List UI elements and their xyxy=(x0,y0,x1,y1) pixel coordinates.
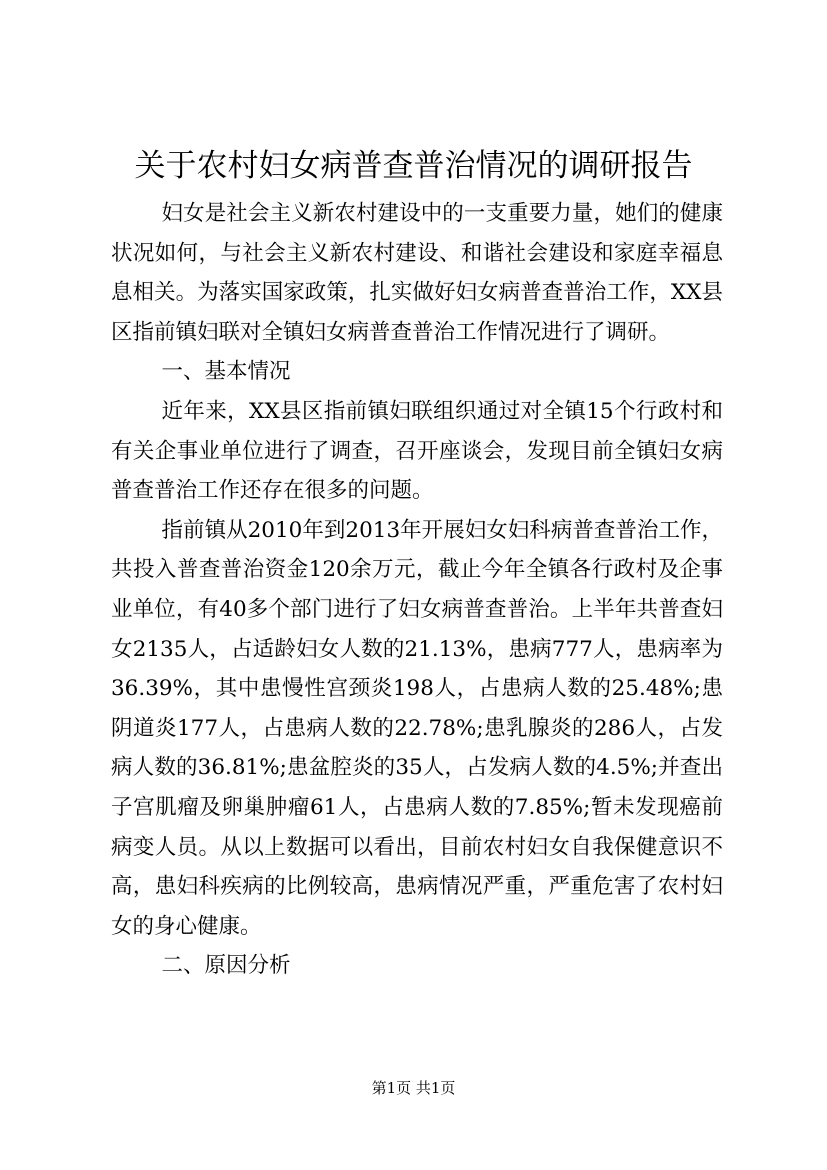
document-body xyxy=(111,194,723,986)
intro-paragraph: 妇女是社会主义新农村建设中的一支重要力量，她们的健康状况如何，与社会主义新农村建设、和谐社会建设和家庭幸福息息相关。为落实国家政策，扎实做好妇女病普查普治工作，XX县区指前镇妇联对全镇妇女病普查普治工作情况进行了调研。 xyxy=(111,201,723,345)
document-title: 关于农村妇女病普查普治情况的调研报告 xyxy=(134,148,693,184)
statistics-paragraph: 指前镇从2010年到2013年开展妇女妇科病普查普治工作，共投入普查普治资金120余万元，截止今年全镇各行政村及企事业单位，有40多个部门进行了妇女病普查普治。上半年共普查妇女2135人，占适龄妇女人数的21.13%，患病777人，患病率为36.39%，其中患慢性宫颈炎198人，占患病人数的25.48%;患阴道炎177人，占患病人数的22.78%;患乳腺炎的286人，占发病人数的36.81%;患盆腔炎的35人，占发病人数的4.5%;并查出子宫肌瘤及卵巢肿瘤61人，占患病人数的7.85%;暂未发现癌前病变人员。从以上数据可以看出，目前农村妇女自我保健意识不高，患妇科疾病的比例较高，患病情况严重，严重危害了农村妇女的身心健康。 xyxy=(111,517,723,939)
section-heading-basic-situation: 一、基本情况 xyxy=(161,359,291,385)
section-heading-cause-analysis: 二、原因分析 xyxy=(161,953,291,979)
page-number-footer: 第1页 共1页 xyxy=(371,1079,456,1097)
survey-paragraph: 近年来，XX县区指前镇妇联组织通过对全镇15个行政村和有关企事业单位进行了调查，召开座谈会，发现目前全镇妇女病普查普治工作还存在很多的问题。 xyxy=(111,398,723,504)
